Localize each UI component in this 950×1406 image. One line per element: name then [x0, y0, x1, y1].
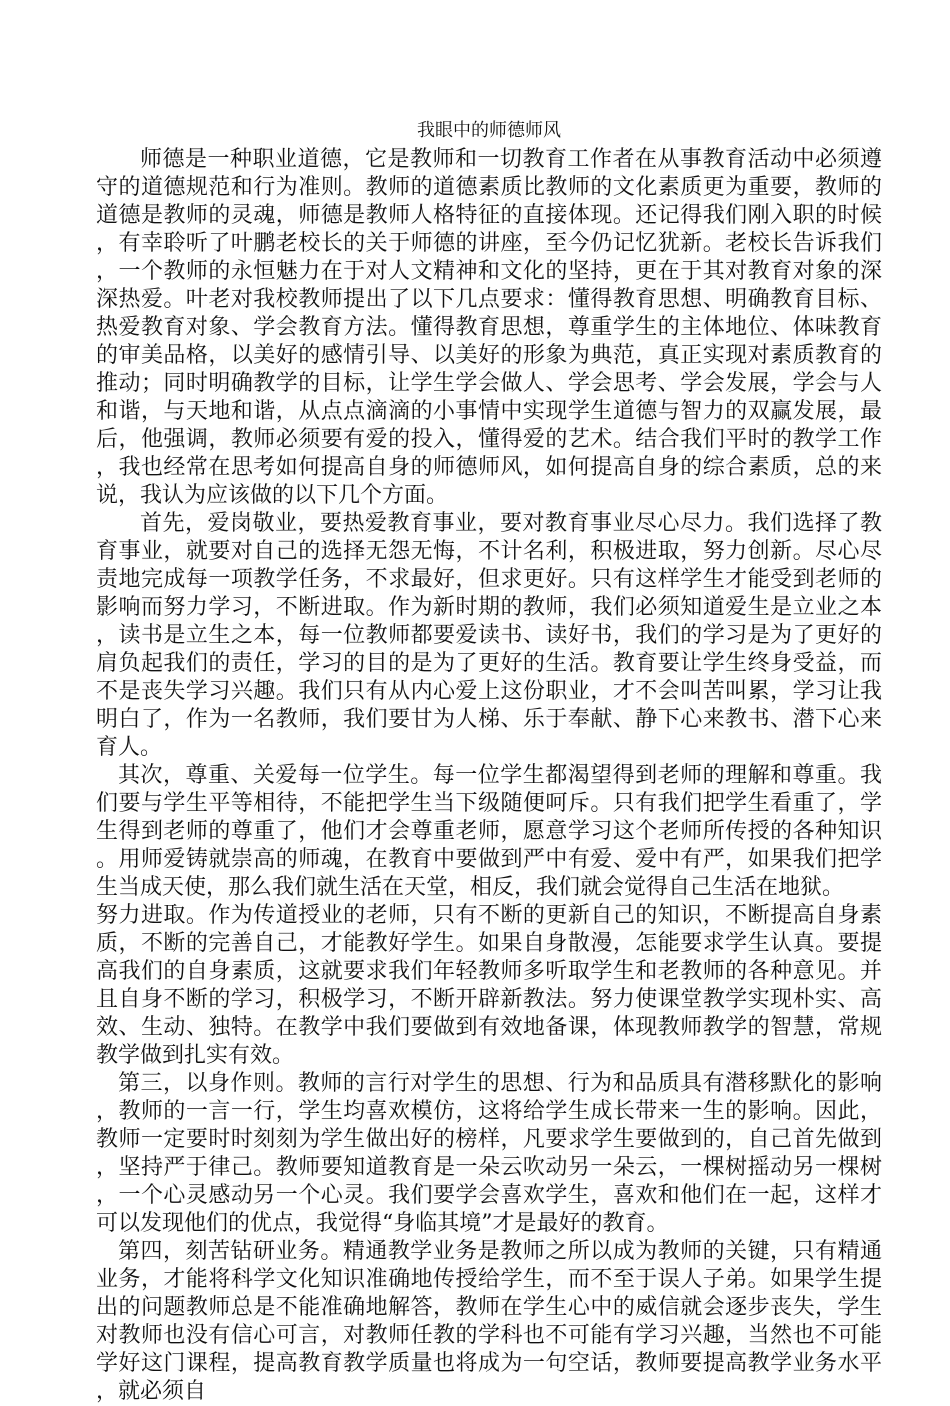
paragraph-fourth: 第四，刻苦钻研业务。精通教学业务是教师之所以成为教师的关键，只有精通业务，才能将科学文化知识准确地传授给学生，而不至于误人子弟。如果学生提出的问题教师总是不能准确地解答，教师在学生心中的威信就会逐步丧失，学生对教师也没有信心可言，对教师任教的学科也不可能有学习兴趣，当然也不可能学好这门课程，提高教育教学质量也将成为一句空话，教师要提高教学业务水平，就必须自 [96, 1239, 882, 1404]
paragraph-intro: 师德是一种职业道德，它是教师和一切教育工作者在从事教育活动中必须遵守的道德规范和行为准则。教师的道德素质比教师的文化素质更为重要，教师的道德是教师的灵魂，师德是教师人格特征的直接体现。还记得我们刚入职的时候，有幸聆听了叶鹏老校长的关于师德的讲座，至今仍记忆犹新。老校长告诉我们，一个教师的永恒魅力在于对人文精神和文化的坚持，更在于其对教育对象的深深热爱。叶老对我校教师提出了以下几点要求：懂得教育思想、明确教育目标、热爱教育对象、学会教育方法。懂得教育思想，尊重学生的主体地位、体味教育的审美品格，以美好的感情引导、以美好的形象为典范，真正实现对素质教育的推动；同时明确教学的目标，让学生学会做人、学会思考、学会发展，学会与人和谐，与天地和谐，从点点滴滴的小事情中实现学生道德与智力的双赢发展，最后，他强调，教师必须要有爱的投入，懂得爱的艺术。结合我们平时的教学工作，我也经常在思考如何提高自身的师德师风，如何提高自身的综合素质，总的来说，我认为应该做的以下几个方面。 [96, 147, 882, 508]
paragraph-second: 其次，尊重、关爱每一位学生。每一位学生都渴望得到老师的理解和尊重。我们要与学生平等相待，不能把学生当下级随便呵斥。只有我们把学生看重了，学生得到老师的尊重了，他们才会尊重老师，愿意学习这个老师所传授的各种知识。用师爱铸就崇高的师魂，在教育中要做到严中有爱、爱中有严，如果我们把学生当成天使，那么我们就生活在天堂，相反，我们就会觉得自己生活在地狱。 [96, 763, 882, 900]
paragraph-effort: 努力进取。作为传道授业的老师，只有不断的更新自己的知识，不断提高自身素质，不断的完善自己，才能教好学生。如果自身散漫，怎能要求学生认真。要提高我们的自身素质，这就要求我们年轻教师多听取学生和老教师的各种意见。并且自身不断的学习，积极学习，不断开辟新教法。努力使课堂教学实现朴实、高效、生动、独特。在教学中我们要做到有效地备课，体现教师教学的智慧，常规教学做到扎实有效。 [96, 903, 882, 1068]
paragraph-first: 首先，爱岗敬业，要热爱教育事业，要对教育事业尽心尽力。我们选择了教育事业，就要对自己的选择无怨无悔，不计名利，积极进取，努力创新。尽心尽责地完成每一项教学任务，不求最好，但求更好。只有这样学生才能受到老师的影响而努力学习，不断进取。作为新时期的教师，我们必须知道爱生是立业之本，读书是立生之本，每一位教师都要爱读书、读好书，我们的学习是为了更好的肩负起我们的责任，学习的目的是为了更好的生活。教育要让学生终身受益，而不是丧失学习兴趣。我们只有从内心爱上这份职业，才不会叫苦叫累，学习让我明白了，作为一名教师，我们要甘为人梯、乐于奉献、静下心来教书、潜下心来育人。 [96, 511, 882, 760]
document-body [96, 118, 882, 1406]
document-title: 我眼中的师德师风 [417, 120, 561, 141]
paragraph-third: 第三，以身作则。教师的言行对学生的思想、行为和品质具有潜移默化的影响，教师的一言一行，学生均喜欢模仿，这将给学生成长带来一生的影响。因此，教师一定要时时刻刻为学生做出好的榜样，凡要求学生要做到的，自己首先做到，坚持严于律己。教师要知道教育是一朵云吹动另一朵云，一棵树摇动另一棵树，一个心灵感动另一个心灵。我们要学会喜欢学生，喜欢和他们在一起，这样才可以发现他们的优点，我觉得“身临其境”才是最好的教育。 [96, 1071, 882, 1236]
